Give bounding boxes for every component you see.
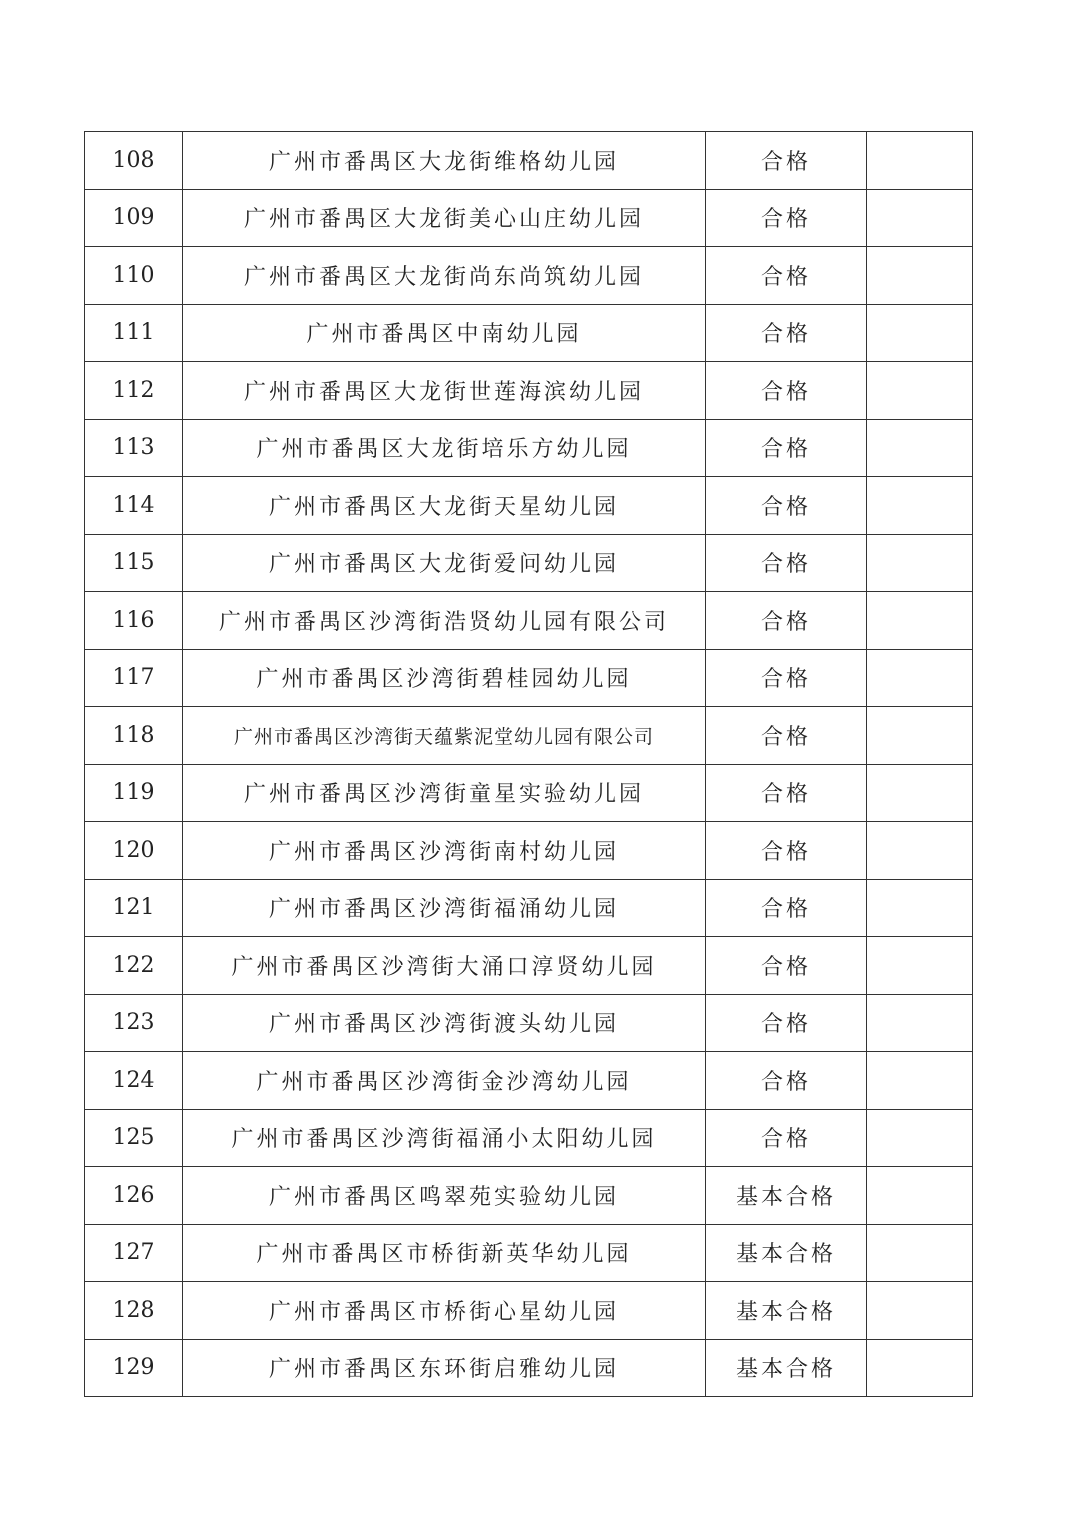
kindergarten-name: 广州市番禺区沙湾街南村幼儿园 bbox=[183, 822, 706, 880]
inspection-result: 合格 bbox=[706, 477, 867, 535]
inspection-result: 合格 bbox=[706, 937, 867, 995]
inspection-result: 合格 bbox=[706, 822, 867, 880]
table-row bbox=[85, 592, 973, 650]
inspection-result: 合格 bbox=[706, 592, 867, 650]
inspection-result: 合格 bbox=[706, 879, 867, 937]
row-number: 117 bbox=[85, 649, 183, 707]
kindergarten-name: 广州市番禺区中南幼儿园 bbox=[183, 304, 706, 362]
kindergarten-results-table bbox=[84, 131, 973, 1397]
row-number: 127 bbox=[85, 1224, 183, 1282]
row-number: 123 bbox=[85, 994, 183, 1052]
inspection-result: 合格 bbox=[706, 247, 867, 305]
row-number: 122 bbox=[85, 937, 183, 995]
table-row bbox=[85, 764, 973, 822]
row-number: 116 bbox=[85, 592, 183, 650]
inspection-result: 合格 bbox=[706, 707, 867, 765]
inspection-result: 合格 bbox=[706, 304, 867, 362]
inspection-result: 基本合格 bbox=[706, 1282, 867, 1340]
remark-cell bbox=[867, 419, 973, 477]
table-row bbox=[85, 534, 973, 592]
kindergarten-name: 广州市番禺区鸣翠苑实验幼儿园 bbox=[183, 1167, 706, 1225]
table-row bbox=[85, 879, 973, 937]
table-row bbox=[85, 1224, 973, 1282]
remark-cell bbox=[867, 1167, 973, 1225]
inspection-result: 合格 bbox=[706, 132, 867, 190]
kindergarten-name: 广州市番禺区沙湾街金沙湾幼儿园 bbox=[183, 1052, 706, 1110]
inspection-result: 合格 bbox=[706, 534, 867, 592]
row-number: 125 bbox=[85, 1109, 183, 1167]
row-number: 110 bbox=[85, 247, 183, 305]
table-row bbox=[85, 304, 973, 362]
table-row bbox=[85, 1052, 973, 1110]
remark-cell bbox=[867, 649, 973, 707]
remark-cell bbox=[867, 189, 973, 247]
remark-cell bbox=[867, 132, 973, 190]
inspection-result: 基本合格 bbox=[706, 1339, 867, 1397]
remark-cell bbox=[867, 477, 973, 535]
kindergarten-name: 广州市番禺区沙湾街福涌小太阳幼儿园 bbox=[183, 1109, 706, 1167]
row-number: 129 bbox=[85, 1339, 183, 1397]
table-row bbox=[85, 994, 973, 1052]
table-row bbox=[85, 707, 973, 765]
row-number: 115 bbox=[85, 534, 183, 592]
kindergarten-name: 广州市番禺区大龙街尚东尚筑幼儿园 bbox=[183, 247, 706, 305]
row-number: 109 bbox=[85, 189, 183, 247]
remark-cell bbox=[867, 707, 973, 765]
table-row bbox=[85, 247, 973, 305]
table-row bbox=[85, 1339, 973, 1397]
inspection-result: 合格 bbox=[706, 362, 867, 420]
kindergarten-name: 广州市番禺区大龙街世莲海滨幼儿园 bbox=[183, 362, 706, 420]
table-row bbox=[85, 822, 973, 880]
inspection-result: 基本合格 bbox=[706, 1167, 867, 1225]
kindergarten-name: 广州市番禺区沙湾街童星实验幼儿园 bbox=[183, 764, 706, 822]
inspection-result: 合格 bbox=[706, 649, 867, 707]
kindergarten-name: 广州市番禺区大龙街维格幼儿园 bbox=[183, 132, 706, 190]
table-row bbox=[85, 1109, 973, 1167]
remark-cell bbox=[867, 1224, 973, 1282]
remark-cell bbox=[867, 1052, 973, 1110]
remark-cell bbox=[867, 534, 973, 592]
table-row bbox=[85, 1167, 973, 1225]
remark-cell bbox=[867, 1282, 973, 1340]
row-number: 124 bbox=[85, 1052, 183, 1110]
table-row bbox=[85, 189, 973, 247]
table-body bbox=[85, 132, 973, 1397]
remark-cell bbox=[867, 879, 973, 937]
inspection-result: 合格 bbox=[706, 994, 867, 1052]
kindergarten-name: 广州市番禺区大龙街培乐方幼儿园 bbox=[183, 419, 706, 477]
inspection-result: 合格 bbox=[706, 189, 867, 247]
inspection-result: 合格 bbox=[706, 1109, 867, 1167]
remark-cell bbox=[867, 764, 973, 822]
kindergarten-name: 广州市番禺区东环街启雅幼儿园 bbox=[183, 1339, 706, 1397]
kindergarten-name: 广州市番禺区沙湾街天蕴紫泥堂幼儿园有限公司 bbox=[183, 707, 706, 765]
kindergarten-name: 广州市番禺区大龙街天星幼儿园 bbox=[183, 477, 706, 535]
remark-cell bbox=[867, 994, 973, 1052]
kindergarten-name: 广州市番禺区沙湾街福涌幼儿园 bbox=[183, 879, 706, 937]
table-row bbox=[85, 937, 973, 995]
row-number: 118 bbox=[85, 707, 183, 765]
inspection-result: 合格 bbox=[706, 764, 867, 822]
inspection-result: 合格 bbox=[706, 1052, 867, 1110]
kindergarten-name: 广州市番禺区沙湾街碧桂园幼儿园 bbox=[183, 649, 706, 707]
row-number: 113 bbox=[85, 419, 183, 477]
row-number: 108 bbox=[85, 132, 183, 190]
kindergarten-name: 广州市番禺区市桥街新英华幼儿园 bbox=[183, 1224, 706, 1282]
remark-cell bbox=[867, 592, 973, 650]
inspection-result: 基本合格 bbox=[706, 1224, 867, 1282]
row-number: 128 bbox=[85, 1282, 183, 1340]
row-number: 119 bbox=[85, 764, 183, 822]
row-number: 126 bbox=[85, 1167, 183, 1225]
kindergarten-name: 广州市番禺区沙湾街大涌口淳贤幼儿园 bbox=[183, 937, 706, 995]
kindergarten-name: 广州市番禺区市桥街心星幼儿园 bbox=[183, 1282, 706, 1340]
remark-cell bbox=[867, 247, 973, 305]
kindergarten-name: 广州市番禺区沙湾街浩贤幼儿园有限公司 bbox=[183, 592, 706, 650]
remark-cell bbox=[867, 1339, 973, 1397]
inspection-result: 合格 bbox=[706, 419, 867, 477]
remark-cell bbox=[867, 937, 973, 995]
row-number: 114 bbox=[85, 477, 183, 535]
table-row bbox=[85, 132, 973, 190]
remark-cell bbox=[867, 304, 973, 362]
remark-cell bbox=[867, 1109, 973, 1167]
remark-cell bbox=[867, 362, 973, 420]
remark-cell bbox=[867, 822, 973, 880]
row-number: 121 bbox=[85, 879, 183, 937]
kindergarten-name: 广州市番禺区沙湾街渡头幼儿园 bbox=[183, 994, 706, 1052]
row-number: 111 bbox=[85, 304, 183, 362]
table-row bbox=[85, 1282, 973, 1340]
row-number: 112 bbox=[85, 362, 183, 420]
row-number: 120 bbox=[85, 822, 183, 880]
table-row bbox=[85, 649, 973, 707]
kindergarten-name: 广州市番禺区大龙街美心山庄幼儿园 bbox=[183, 189, 706, 247]
kindergarten-name: 广州市番禺区大龙街爱问幼儿园 bbox=[183, 534, 706, 592]
table-row bbox=[85, 477, 973, 535]
table-row bbox=[85, 362, 973, 420]
table-row bbox=[85, 419, 973, 477]
